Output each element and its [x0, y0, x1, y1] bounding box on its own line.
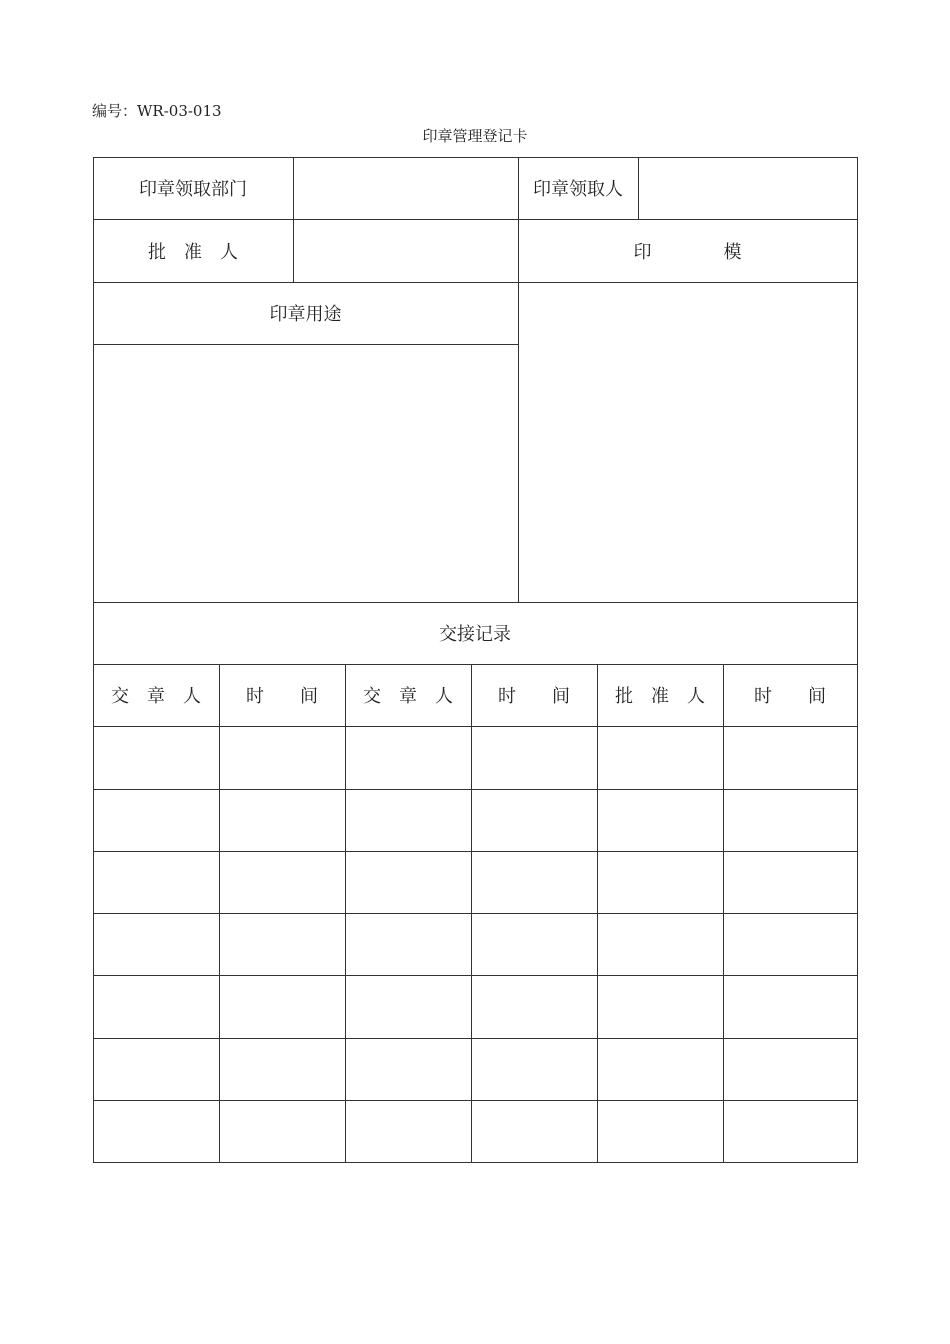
handover-column-header: 交 章 人 [111, 686, 201, 707]
handover-record-cell[interactable] [220, 727, 345, 789]
handover-column-header: 时 间 [754, 686, 826, 707]
seal-receiver-label: 印章领取人 [533, 179, 623, 200]
handover-record-cell[interactable] [94, 1101, 219, 1162]
handover-record-cell[interactable] [94, 790, 219, 851]
document-number: 编号：WR-03-013 [92, 102, 222, 120]
seal-receiver-field[interactable] [639, 158, 857, 219]
approver-label: 批 准 人 [148, 241, 238, 263]
table-border-bottom [93, 1162, 858, 1163]
approver-field[interactable] [294, 220, 518, 282]
handover-record-cell[interactable] [346, 727, 471, 789]
handover-record-cell[interactable] [598, 790, 723, 851]
handover-record-cell[interactable] [472, 790, 597, 851]
handover-record-cell[interactable] [472, 914, 597, 975]
handover-record-cell[interactable] [598, 1039, 723, 1100]
handover-record-cell[interactable] [724, 727, 857, 789]
handover-record-cell[interactable] [94, 727, 219, 789]
handover-record-cell[interactable] [346, 1039, 471, 1100]
handover-record-cell[interactable] [346, 976, 471, 1038]
handover-record-cell[interactable] [220, 790, 345, 851]
handover-record-cell[interactable] [598, 976, 723, 1038]
handover-record-cell[interactable] [472, 1039, 597, 1100]
handover-record-cell[interactable] [346, 852, 471, 913]
handover-record-cell[interactable] [94, 976, 219, 1038]
handover-record-cell[interactable] [598, 1101, 723, 1162]
handover-record-cell[interactable] [94, 852, 219, 913]
seal-impression-area[interactable] [519, 283, 857, 602]
handover-record-cell[interactable] [724, 790, 857, 851]
handover-record-cell[interactable] [724, 1101, 857, 1162]
handover-record-cell[interactable] [472, 976, 597, 1038]
handover-record-cell[interactable] [346, 914, 471, 975]
handover-column-header: 时 间 [246, 686, 318, 707]
handover-record-cell[interactable] [220, 1039, 345, 1100]
handover-record-cell[interactable] [472, 852, 597, 913]
handover-column-header: 时 间 [498, 686, 570, 707]
handover-record-cell[interactable] [346, 790, 471, 851]
handover-record-cell[interactable] [472, 727, 597, 789]
table-border-right [857, 157, 858, 1163]
handover-record-title: 交接记录 [439, 624, 511, 645]
handover-record-cell[interactable] [94, 1039, 219, 1100]
form-title: 印章管理登记卡 [422, 127, 528, 145]
handover-record-cell[interactable] [724, 976, 857, 1038]
seal-impression-label: 印 模 [633, 241, 742, 263]
handover-record-cell[interactable] [220, 852, 345, 913]
handover-record-cell[interactable] [94, 914, 219, 975]
seal-department-label: 印章领取部门 [139, 179, 247, 200]
handover-record-cell[interactable] [220, 976, 345, 1038]
seal-purpose-label: 印章用途 [269, 304, 342, 325]
handover-record-cell[interactable] [598, 852, 723, 913]
handover-record-cell[interactable] [724, 852, 857, 913]
handover-record-cell[interactable] [472, 1101, 597, 1162]
handover-column-header: 交 章 人 [363, 686, 453, 707]
seal-department-field[interactable] [294, 158, 518, 219]
handover-record-cell[interactable] [346, 1101, 471, 1162]
handover-record-cell[interactable] [598, 727, 723, 789]
handover-record-cell[interactable] [598, 914, 723, 975]
handover-record-cell[interactable] [724, 914, 857, 975]
handover-column-header: 批 准 人 [615, 686, 705, 707]
handover-record-cell[interactable] [220, 1101, 345, 1162]
seal-purpose-field[interactable] [94, 345, 518, 602]
handover-record-cell[interactable] [220, 914, 345, 975]
handover-record-cell[interactable] [724, 1039, 857, 1100]
